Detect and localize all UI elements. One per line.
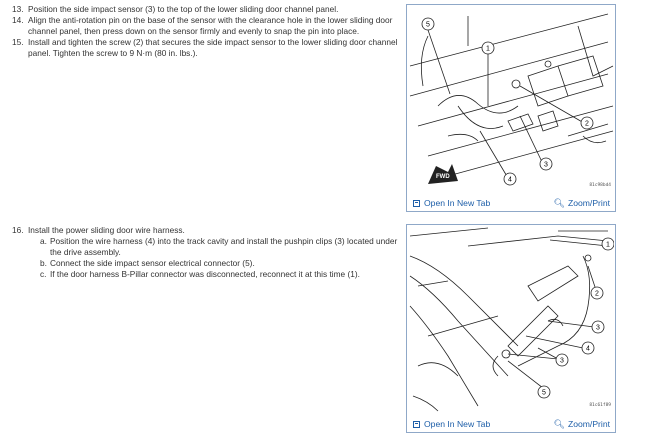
substep-letter: a.: [40, 236, 47, 246]
substep-b: [40, 258, 406, 269]
open-tab-icon: [413, 421, 420, 428]
open-tab-icon: [413, 200, 420, 207]
open-tab-label: Open In New Tab: [424, 419, 491, 429]
step-text: Position the side impact sensor (3) to the top of the lower sliding door channel panel.: [28, 4, 339, 14]
zoom-print-link[interactable]: [554, 198, 610, 208]
substep-c: [40, 269, 406, 280]
figure-actions: [407, 196, 615, 211]
step-text: Install and tighten the screw (2) that secures the side impact sensor to the lower sliding door channel panel. Tighten the screw to 9 N·m (80 in. lbs.).: [28, 37, 398, 59]
callout-4: 4: [586, 345, 590, 353]
callout-4: 4: [508, 176, 512, 184]
zoom-print-link[interactable]: [554, 419, 610, 429]
substep-text: Position the wire harness (4) into the track cavity and install the pushpin clips (3) located under the drive assembly.: [50, 236, 398, 258]
zoom-print-label: Zoom/Print: [567, 419, 610, 429]
figure-actions: [407, 417, 615, 432]
step-number: 14.: [12, 15, 24, 25]
callout-3: 3: [544, 161, 548, 169]
callout-3: 3: [560, 357, 564, 365]
fwd-arrow-icon: [428, 164, 458, 184]
callout-1: 1: [606, 241, 610, 249]
open-new-tab-link[interactable]: [413, 419, 490, 429]
step-15: [12, 37, 402, 59]
step-text: Install the power sliding door wire harness.: [28, 225, 185, 235]
substep-text: Connect the side impact sensor electrical connector (5).: [50, 258, 255, 268]
svg-text:FWD: FWD: [436, 174, 450, 180]
step-14: [12, 15, 402, 37]
callout-2: 2: [585, 120, 589, 128]
step-16: [12, 225, 406, 280]
callout-5: 5: [542, 389, 546, 397]
figure-harness-install: [406, 224, 616, 433]
figure-code: 81c61f89: [589, 403, 611, 408]
step-text: Align the anti-rotation pin on the base of the sensor with the clearance hole in the lower sliding door channel panel, then press down on the sensor firmly and evenly to snap the pin into place.: [28, 15, 393, 37]
steps-top: [12, 4, 402, 59]
substep-letter: b.: [40, 258, 47, 268]
callout-3: 3: [596, 324, 600, 332]
figure-sensor-install: [406, 4, 616, 212]
magnifier-icon: 🔍︎: [553, 197, 565, 208]
callout-5: 5: [426, 21, 430, 29]
callout-1: 1: [486, 45, 490, 53]
step-number: 13.: [12, 4, 24, 14]
substep-a: [40, 236, 406, 258]
step-16-row: [12, 225, 406, 236]
substep-text: If the door harness B-Pillar connector was disconnected, reconnect it at this time (1).: [50, 269, 360, 279]
sensor-diagram: [408, 6, 614, 194]
step-number: 16.: [12, 225, 24, 235]
figure-code: 81c98bd4: [589, 183, 611, 188]
zoom-print-label: Zoom/Print: [567, 198, 610, 208]
open-tab-label: Open In New Tab: [424, 198, 491, 208]
substep-letter: c.: [40, 269, 47, 279]
magnifier-icon: 🔍︎: [553, 418, 565, 429]
step-number: 15.: [12, 37, 24, 47]
harness-diagram: [408, 226, 614, 416]
open-new-tab-link[interactable]: [413, 198, 490, 208]
step-13: [12, 4, 402, 15]
callout-2: 2: [595, 290, 599, 298]
